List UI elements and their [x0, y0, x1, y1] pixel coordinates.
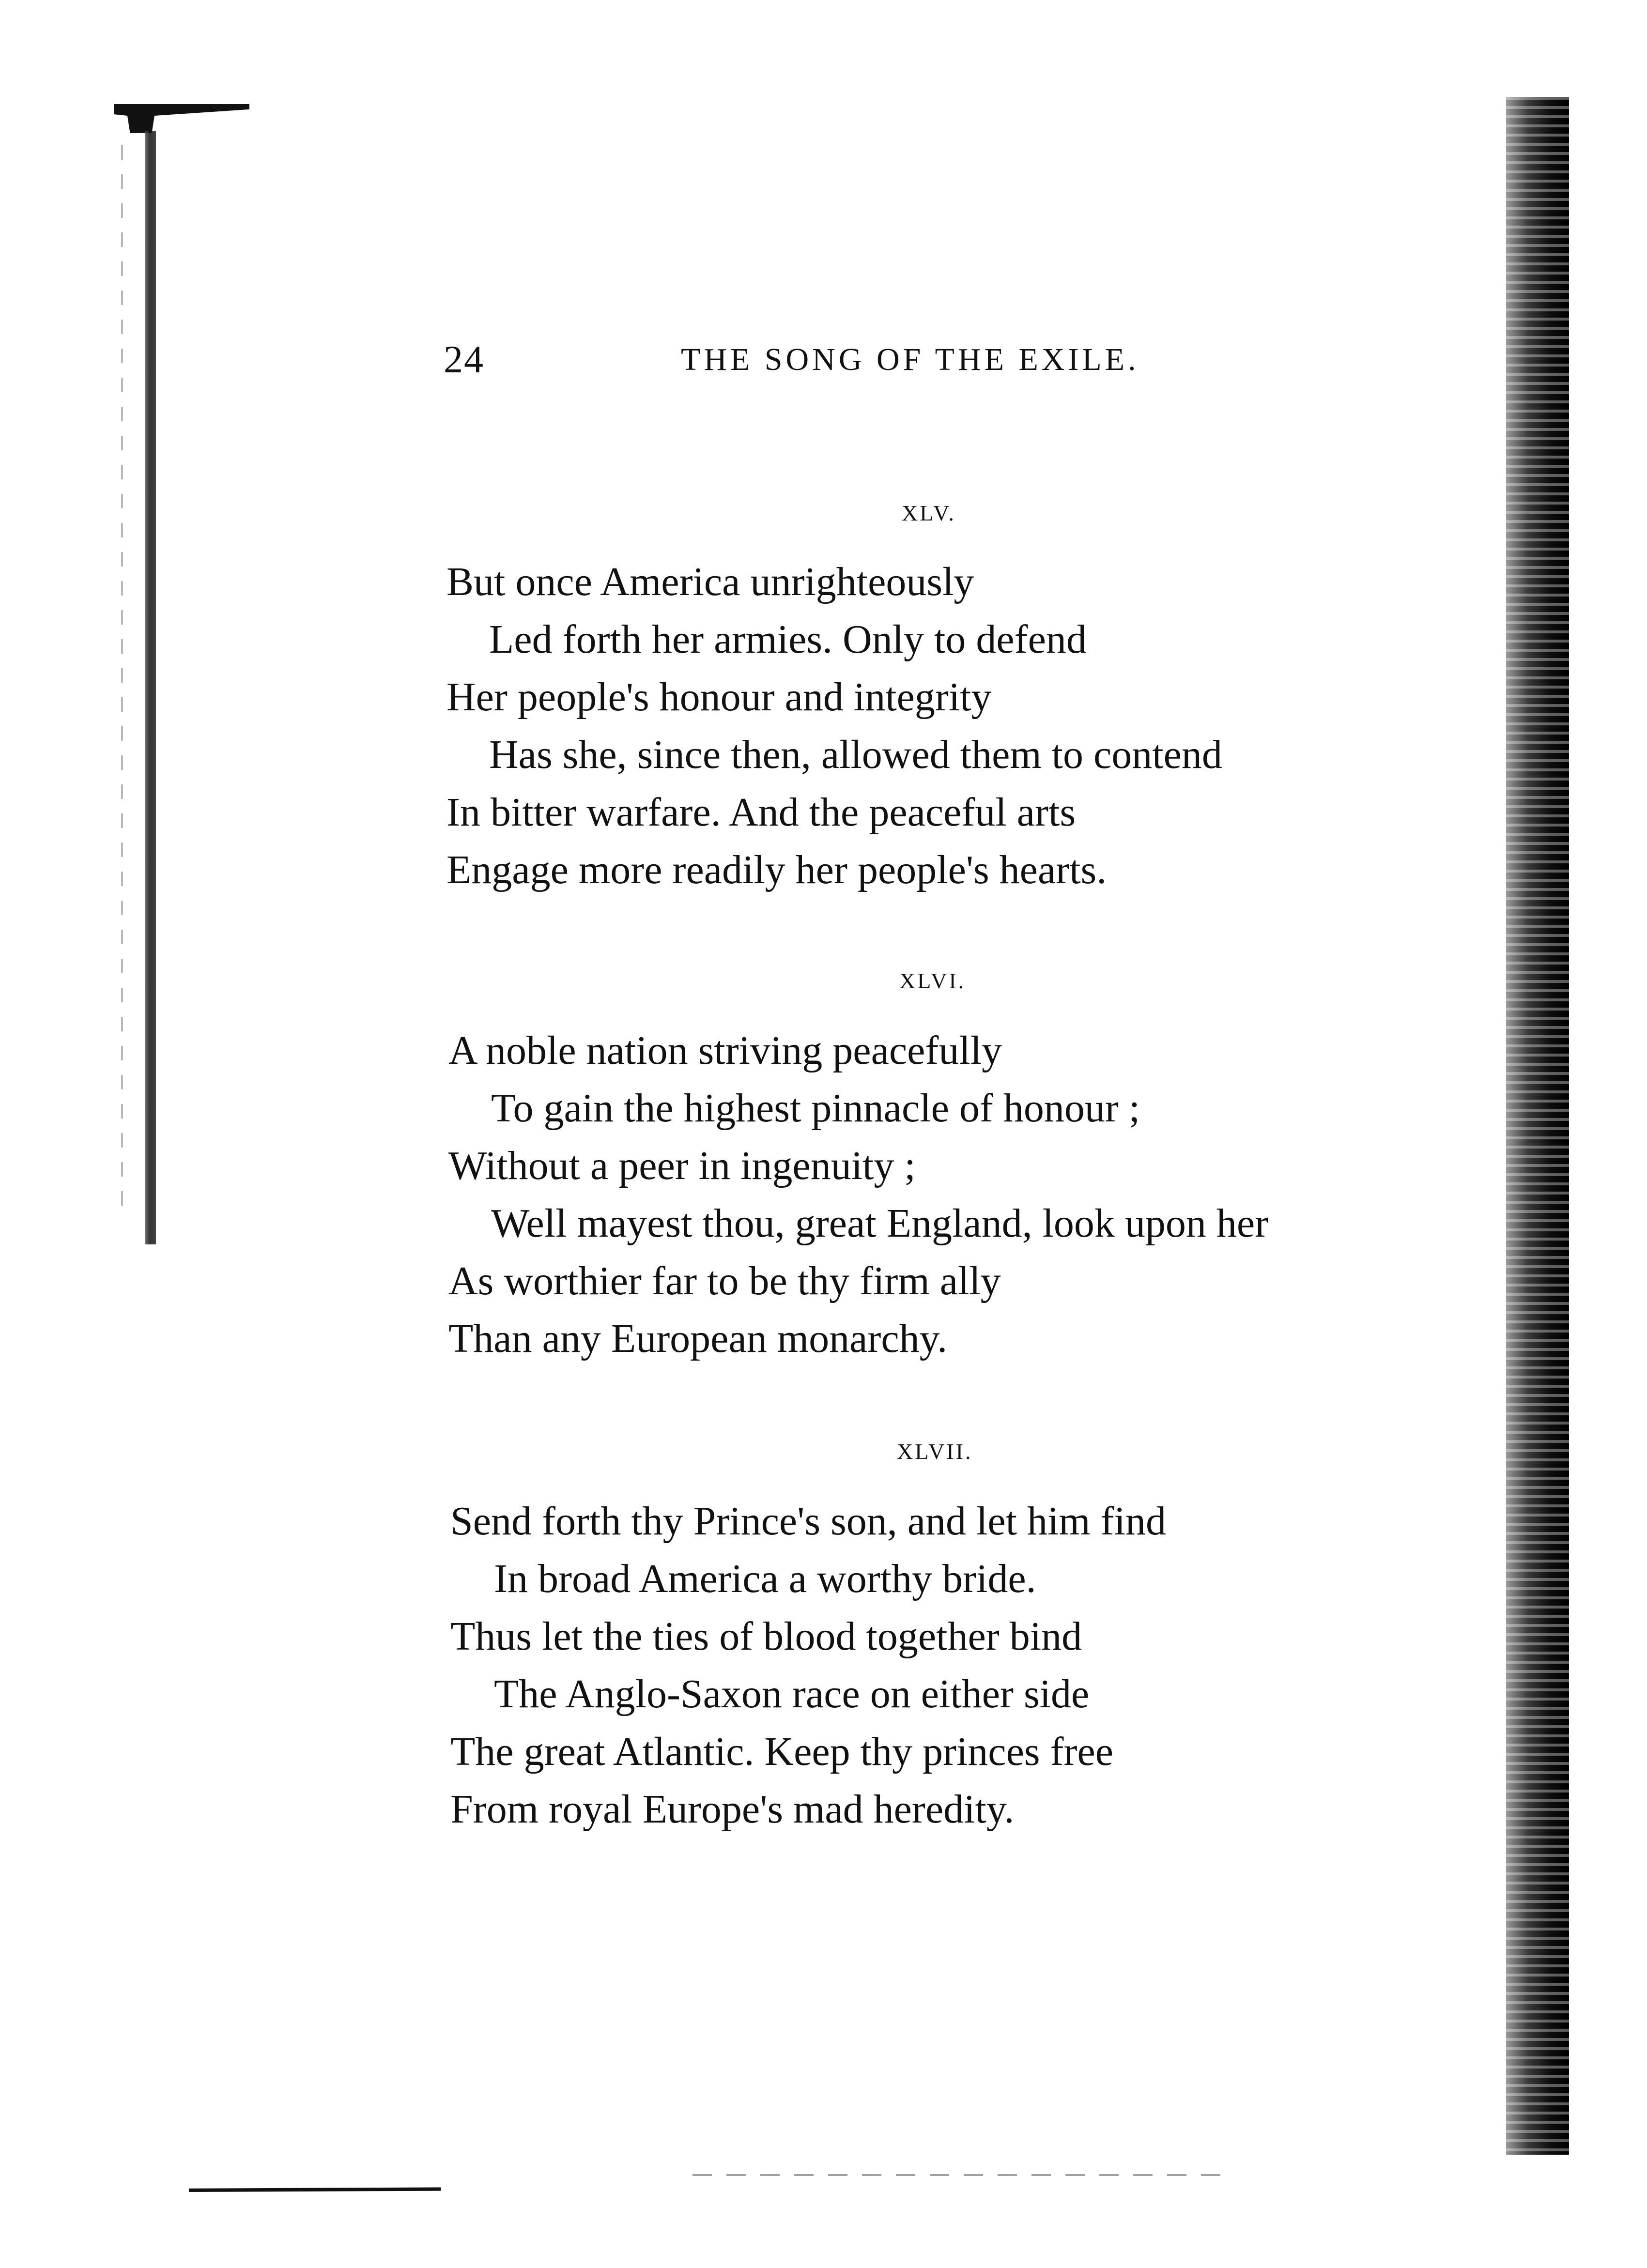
bottom-scan-mark [189, 2186, 441, 2192]
verse-line: To gain the highest pinnacle of honour ; [491, 1086, 1140, 1131]
verse-line: Has she, since then, allowed them to contend [489, 732, 1222, 777]
left-scan-shadow [121, 145, 123, 1211]
verse-line: Her people's honour and integrity [446, 674, 992, 720]
stanza-number: XLV. [902, 501, 956, 525]
running-title: THE SONG OF THE EXILE. [681, 342, 1139, 377]
right-scan-edge [1506, 97, 1569, 2155]
verse-line: Send forth thy Prince's son, and let him find [450, 1499, 1166, 1544]
verse-line: In bitter warfare. And the peaceful arts [446, 790, 1076, 835]
verse-line: The Anglo-Saxon race on either side [494, 1671, 1090, 1716]
stanza-number: XLVI. [899, 968, 966, 993]
verse-line: The great Atlantic. Keep thy princes free [450, 1729, 1114, 1774]
scan-edge-mark [114, 104, 249, 133]
page-number: 24 [444, 338, 484, 381]
verse-line: Engage more readily her people's hearts. [446, 847, 1107, 892]
stanza-number: XLVII. [897, 1439, 973, 1464]
verse-line: Than any European monarchy. [448, 1316, 948, 1361]
bottom-scan-dashes [693, 2174, 1235, 2176]
verse-line: Thus let the ties of blood together bind [450, 1614, 1082, 1659]
verse-line: Without a peer in ingenuity ; [448, 1143, 916, 1188]
verse-line: In broad America a worthy bride. [494, 1556, 1036, 1601]
verse-line: Well mayest thou, great England, look upon her [491, 1201, 1269, 1246]
verse-line: As worthier far to be thy firm ally [448, 1258, 1001, 1303]
verse-line: A noble nation striving peacefully [448, 1028, 1002, 1073]
running-head [444, 333, 1199, 386]
verse-line: Led forth her armies. Only to defend [489, 617, 1087, 662]
verse-line: But once America unrighteously [446, 559, 974, 604]
verse-line: From royal Europe's mad heredity. [450, 1787, 1015, 1832]
left-scan-edge [145, 131, 156, 1244]
